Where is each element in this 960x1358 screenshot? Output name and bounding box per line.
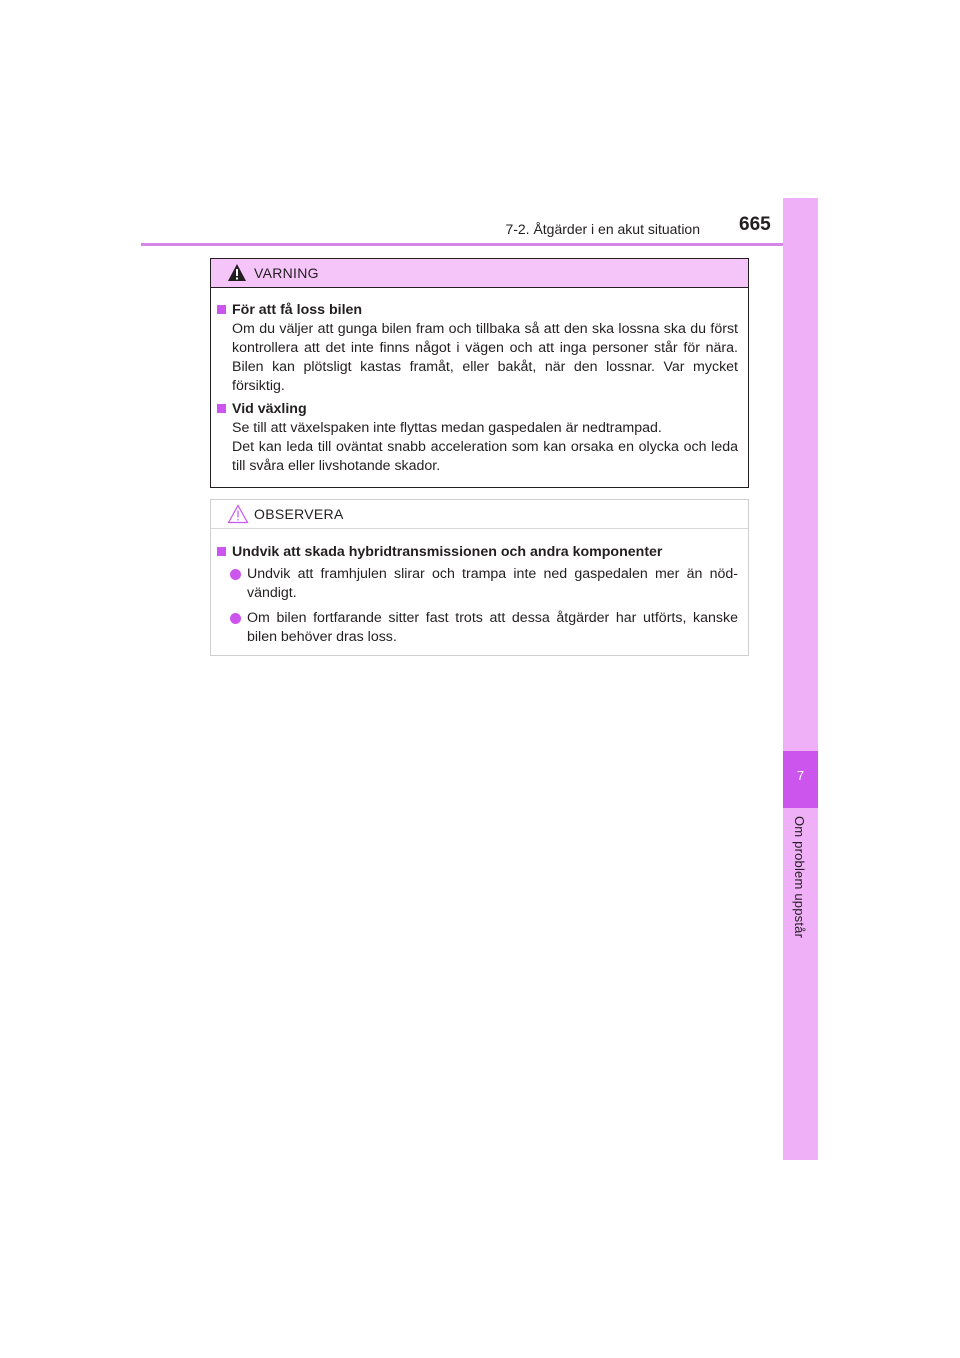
- notice-heading-text: Undvik att skada hybridtransmissionen och andra komponenter: [232, 544, 663, 560]
- notice-heading: [217, 543, 738, 562]
- list-item: [230, 609, 738, 647]
- notice-body: [211, 529, 748, 647]
- warning-item-heading: [217, 400, 738, 419]
- chapter-side-tab: [783, 198, 818, 1160]
- warning-triangle-icon: [227, 263, 247, 282]
- warning-item-heading-text: Vid växling: [232, 401, 307, 417]
- section-title: 7-2. Åtgärder i en akut situation: [505, 221, 700, 237]
- warning-header: [211, 259, 748, 288]
- caution-triangle-outline-icon: [227, 504, 249, 524]
- notice-title: OBSERVERA: [254, 506, 344, 522]
- warning-item-text: Det kan leda till oväntat snabb acceleration som kan orsaka en olycka och leda till svåra eller livshotande skador.: [232, 439, 738, 474]
- list-item: [230, 565, 738, 603]
- notice-box: [210, 499, 749, 656]
- warning-item-text: Om du väljer att gunga bilen fram och tillbaka så att den ska lossna ska du först kontrollera att det inte finns något i vägen och att inga personer står för nära. Bilen kan plötsligt kastas framåt, eller bakåt, när den lossnar. Var mycket försiktig.: [232, 321, 738, 394]
- warning-item-text: Se till att växelspaken inte flyttas medan gaspedalen är nedtrampad.: [232, 420, 662, 436]
- notice-bullet-text: Undvik att framhjulen slirar och trampa inte ned gaspedalen mer än nöd-vändigt.: [247, 566, 738, 601]
- page-number: 665: [739, 214, 771, 235]
- notice-header: [211, 500, 748, 529]
- round-bullet-icon: [230, 613, 241, 624]
- notice-bullet-text: Om bilen fortfarande sitter fast trots att dessa åtgärder har utförts, kanske bilen behöver dras loss.: [247, 610, 738, 645]
- chapter-number: 7: [796, 768, 805, 783]
- warning-title: VARNING: [254, 265, 319, 281]
- warning-item-heading: [217, 301, 738, 320]
- warning-box: [210, 258, 749, 488]
- warning-item-heading-text: För att få loss bilen: [232, 302, 363, 318]
- square-bullet-icon: [217, 547, 226, 556]
- header-rule: [141, 243, 818, 246]
- square-bullet-icon: [217, 305, 226, 314]
- warning-body: [211, 288, 748, 476]
- round-bullet-icon: [230, 569, 241, 580]
- chapter-label: Om problem uppstår: [792, 816, 807, 939]
- square-bullet-icon: [217, 404, 226, 413]
